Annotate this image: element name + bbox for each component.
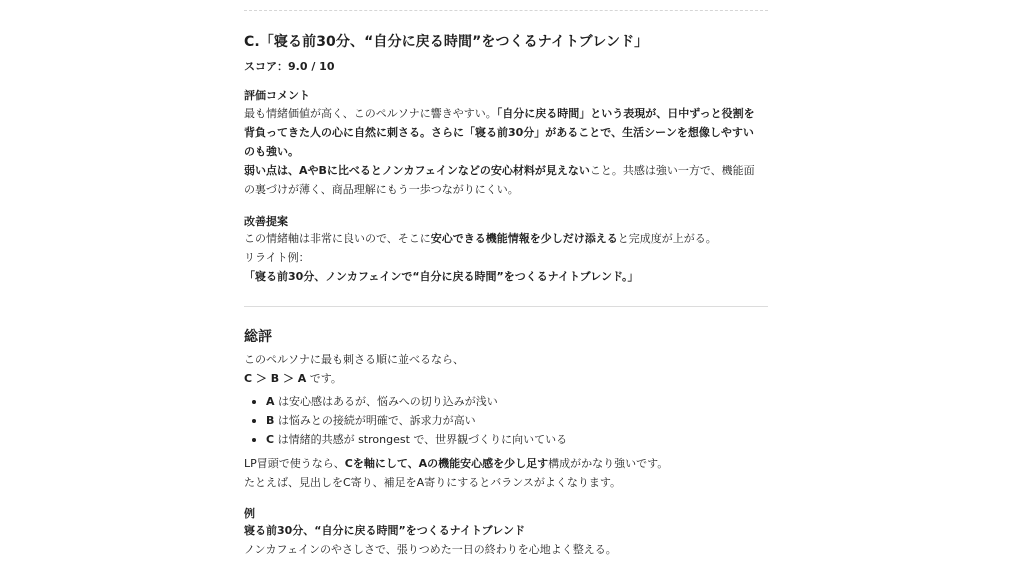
bullet-text — [266, 414, 476, 427]
emphasis-text: 安心できる機能情報を少しだけ添える — [430, 232, 618, 245]
section-divider — [244, 306, 768, 307]
summary-heading: 総評 — [244, 329, 272, 345]
summary-bullet-list — [244, 392, 567, 449]
improve-paragraph — [244, 229, 717, 248]
text-run: 構成がかなり強いです。 — [548, 457, 669, 470]
example-headline: 寝る前30分、“自分に戻る時間”をつくるナイトブレンド — [244, 524, 525, 537]
text-run: と完成度が上がる。 — [617, 232, 717, 245]
eval-paragraph-1 — [244, 104, 764, 161]
emphasis-text: C ＞ B ＞ A — [244, 372, 307, 385]
summary-intro: このペルソナに最も刺さる順に並べるなら、 — [244, 353, 464, 366]
improve-heading: 改善提案 — [244, 215, 288, 228]
balance-note: たとえば、見出しをC寄り、補足をA寄りにするとバランスがよくなります。 — [244, 476, 621, 489]
text-run: こと。共感は強い一方で、機能面の裏づけが薄く、商品理解にもう一歩つながりにくい。 — [244, 164, 755, 196]
text-run: LP冒頭で使うなら、 — [244, 457, 345, 470]
eval-heading: 評価コメント — [244, 89, 310, 102]
text-run: 最も情緒価値が高く、このペルソナに響きやすい。 — [244, 107, 497, 120]
rewrite-label: リライト例： — [244, 251, 310, 264]
example-label: 例 — [244, 507, 255, 520]
summary-ranking — [244, 369, 342, 388]
eval-paragraph-2 — [244, 161, 764, 199]
rewrite-example: 「寝る前30分、ノンカフェインで“自分に戻る時間”をつくるナイトブレンド。」 — [244, 270, 639, 283]
bullet-text — [266, 433, 567, 446]
emphasis-text: A — [266, 395, 275, 408]
bullet-item-b — [244, 411, 567, 430]
emphasis-text: C — [266, 433, 275, 446]
bullet-dot-icon — [252, 419, 256, 423]
example-subcopy: ノンカフェインのやさしさで、張りつめた一日の終わりを心地よく整える。 — [244, 543, 617, 556]
lp-recommendation — [244, 454, 668, 473]
emphasis-text: B — [266, 414, 275, 427]
emphasis-text: Cを軸にして、Aの機能安心感を少し足す — [344, 457, 549, 470]
text-run: は情緒的共感が strongest で、世界観づくりに向いている — [274, 433, 568, 446]
text-run: です。 — [306, 372, 342, 385]
bullet-text — [266, 395, 498, 408]
emphasis-text: 「自分に戻る時間」という表現が、日中ずっと役割を背負ってきた人の心に自然に刺さる。さらに「寝る前30分」があることで、生活シーンを想像しやすいのも強い。 — [244, 107, 755, 158]
score-text: スコア：9.0 / 10 — [244, 60, 335, 73]
text-run: この情緒軸は非常に良いので、そこに — [244, 232, 431, 245]
section-c-title: C.「寝る前30分、“自分に戻る時間”をつくるナイトブレンド」 — [244, 34, 649, 50]
bullet-item-c — [244, 430, 567, 449]
text-run: は安心感はあるが、悩みへの切り込みが浅い — [274, 395, 498, 408]
emphasis-text: 弱い点は、AやBに比べるとノンカフェインなどの安心材料が見えない — [244, 164, 590, 177]
bullet-dot-icon — [252, 400, 256, 404]
bullet-dot-icon — [252, 438, 256, 442]
section-divider-dotted — [244, 10, 768, 11]
bullet-item-a — [244, 392, 567, 411]
text-run: は悩みとの接続が明確で、訴求力が高い — [274, 414, 476, 427]
